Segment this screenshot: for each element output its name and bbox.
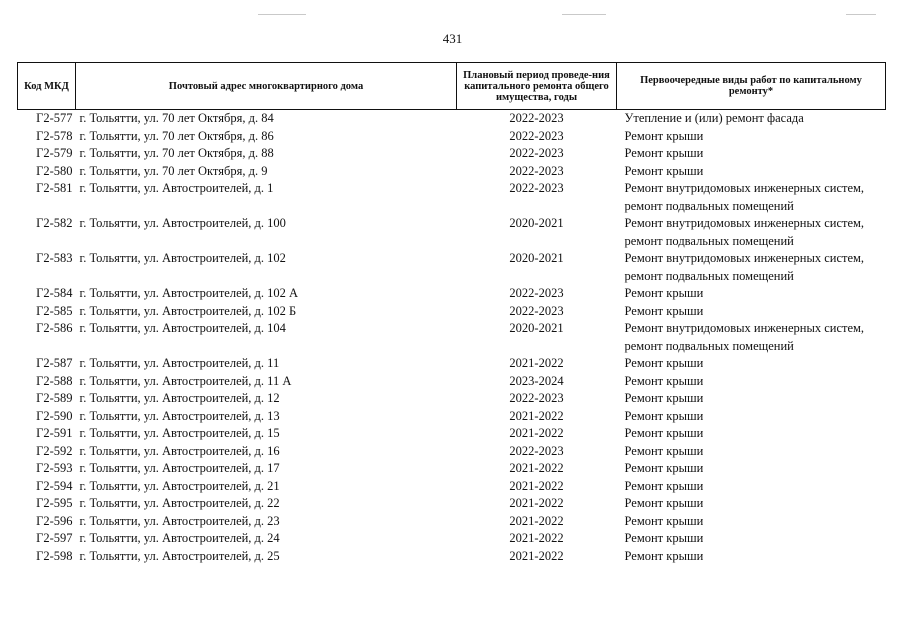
cell-works: Ремонт крыши [624,426,704,440]
header-period: Плановый период проведе-ния капитального ремонта общего имущества, годы [457,63,617,110]
cell-code: Г2-583 [36,251,73,265]
cell-address: г. Тольятти, ул. Автостроителей, д. 1 [79,181,274,195]
table-row [18,478,886,496]
table-row [18,215,886,250]
cell-address: г. Тольятти, ул. Автостроителей, д. 104 [79,321,286,335]
cell-period: 2020-2021 [509,321,564,335]
header-address: Почтовый адрес многоквартирного дома [76,63,457,110]
scan-artifact [258,14,306,15]
cell-works: Ремонт крыши [624,373,704,388]
cell-period: 2022-2023 [509,181,564,195]
table-row [18,373,886,391]
header-code: Код МКД [18,63,76,110]
cell-address: г. Тольятти, ул. Автостроителей, д. 102 [79,251,286,265]
cell-code: Г2-591 [36,426,73,440]
cell-address: г. Тольятти, ул. Автостроителей, д. 25 [79,548,280,563]
cell-code: Г2-597 [36,531,73,545]
cell-works: Утепление и (или) ремонт фасада [624,111,804,125]
cell-code: Г2-596 [36,513,73,528]
table-row [18,495,886,513]
page-number: 431 [442,31,463,46]
cell-address: г. Тольятти, ул. Автостроителей, д. 17 [79,461,280,475]
cell-works: Ремонт крыши [624,391,704,405]
cell-works: Ремонт крыши [624,128,704,143]
cell-code: Г2-590 [36,408,73,423]
table-row [18,530,886,548]
scan-artifact [562,14,606,15]
cell-works: Ремонт внутридомовых инженерных систем, ремонт подвальных помещений [624,216,865,248]
cell-works: Ремонт крыши [624,461,704,475]
cell-period: 2022-2023 [509,443,564,458]
cell-code: Г2-588 [36,373,73,388]
table-row [18,548,886,566]
cell-works: Ремонт крыши [624,443,704,458]
table-row [18,163,886,181]
cell-period: 2022-2023 [509,303,564,318]
cell-code: Г2-582 [36,216,73,230]
cell-code: Г2-579 [36,146,73,160]
cell-works: Ремонт крыши [624,496,704,510]
table-body [18,110,886,566]
cell-period: 2020-2021 [509,251,564,265]
table-row [18,460,886,478]
cell-works: Ремонт внутридомовых инженерных систем, ремонт подвальных помещений [624,321,865,353]
cell-code: Г2-581 [36,181,73,195]
cell-address: г. Тольятти, ул. Автостроителей, д. 12 [79,391,280,405]
cell-works: Ремонт крыши [624,163,704,178]
cell-code: Г2-592 [36,443,73,458]
cell-address: г. Тольятти, ул. Автостроителей, д. 22 [79,496,280,510]
cell-period: 2021-2022 [509,408,564,423]
cell-period: 2022-2023 [509,163,564,178]
table-row [18,128,886,146]
cell-address: г. Тольятти, ул. Автостроителей, д. 100 [79,216,286,230]
table-row [18,408,886,426]
cell-works: Ремонт крыши [624,548,704,563]
cell-address: г. Тольятти, ул. Автостроителей, д. 15 [79,426,280,440]
cell-code: Г2-577 [36,111,73,125]
cell-address: г. Тольятти, ул. Автостроителей, д. 16 [79,443,280,458]
table-row [18,110,886,128]
cell-period: 2021-2022 [509,461,564,475]
cell-period: 2022-2023 [509,146,564,160]
cell-period: 2021-2022 [509,356,564,370]
cell-address: г. Тольятти, ул. Автостроителей, д. 102 А [79,286,299,300]
table-row [18,180,886,215]
cell-code: Г2-594 [36,478,73,493]
cell-code: Г2-595 [36,496,73,510]
table-row [18,320,886,355]
table-row [18,355,886,373]
cell-address: г. Тольятти, ул. Автостроителей, д. 23 [79,513,280,528]
cell-code: Г2-589 [36,391,73,405]
cell-address: г. Тольятти, ул. 70 лет Октября, д. 84 [79,111,274,125]
cell-period: 2021-2022 [509,478,564,493]
cell-works: Ремонт внутридомовых инженерных систем, ремонт подвальных помещений [624,181,865,213]
cell-code: Г2-587 [36,356,73,370]
cell-address: г. Тольятти, ул. Автостроителей, д. 21 [79,478,280,493]
cell-period: 2021-2022 [509,496,564,510]
cell-period: 2022-2023 [509,286,564,300]
scan-artifact [846,14,876,15]
cell-address: г. Тольятти, ул. Автостроителей, д. 11 [79,356,280,370]
table-row [18,425,886,443]
cell-code: Г2-586 [36,321,73,335]
cell-period: 2023-2024 [509,373,564,388]
table-row [18,303,886,321]
table-row [18,145,886,163]
cell-period: 2021-2022 [509,548,564,563]
cell-address: г. Тольятти, ул. 70 лет Октября, д. 9 [79,163,268,178]
cell-period: 2021-2022 [509,531,564,545]
cell-code: Г2-584 [36,286,73,300]
cell-code: Г2-598 [36,548,73,563]
table-row [18,390,886,408]
cell-address: г. Тольятти, ул. Автостроителей, д. 11 А [79,373,292,388]
capital-repair-table [17,62,886,565]
cell-period: 2022-2023 [509,111,564,125]
cell-address: г. Тольятти, ул. 70 лет Октября, д. 86 [79,128,274,143]
table-row [18,285,886,303]
cell-address: г. Тольятти, ул. 70 лет Октября, д. 88 [79,146,274,160]
cell-code: Г2-578 [36,128,73,143]
cell-address: г. Тольятти, ул. Автостроителей, д. 24 [79,531,280,545]
cell-works: Ремонт крыши [624,531,704,545]
cell-period: 2020-2021 [509,216,564,230]
cell-address: г. Тольятти, ул. Автостроителей, д. 13 [79,408,280,423]
cell-period: 2021-2022 [509,426,564,440]
cell-code: Г2-593 [36,461,73,475]
cell-works: Ремонт крыши [624,478,704,493]
header-works: Первоочередные виды работ по капитальному ремонту* [617,63,886,110]
cell-works: Ремонт крыши [624,408,704,423]
table-row [18,513,886,531]
cell-works: Ремонт крыши [624,303,704,318]
cell-works: Ремонт крыши [624,286,704,300]
cell-period: 2021-2022 [509,513,564,528]
cell-address: г. Тольятти, ул. Автостроителей, д. 102 Б [79,303,297,318]
cell-works: Ремонт крыши [624,513,704,528]
cell-works: Ремонт внутридомовых инженерных систем, ремонт подвальных помещений [624,251,865,283]
table-row [18,443,886,461]
cell-code: Г2-585 [36,303,73,318]
cell-period: 2022-2023 [509,391,564,405]
table-row [18,250,886,285]
cell-code: Г2-580 [36,163,73,178]
table-header [18,63,886,110]
cell-works: Ремонт крыши [624,356,704,370]
cell-works: Ремонт крыши [624,146,704,160]
cell-period: 2022-2023 [509,128,564,143]
